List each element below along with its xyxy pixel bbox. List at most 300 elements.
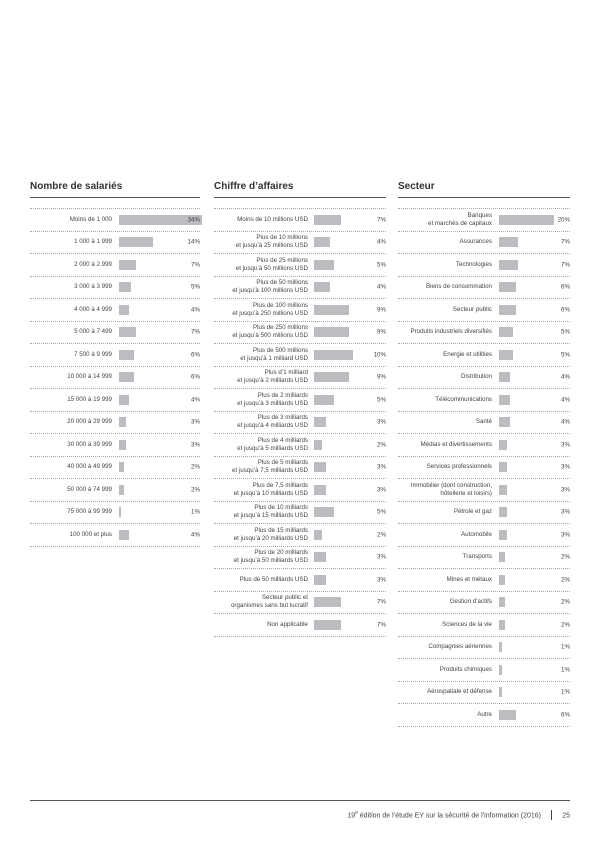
row-label-line1: Secteur public et	[261, 594, 308, 602]
chiffre-label	[231, 594, 308, 610]
chiffre-row	[214, 502, 386, 525]
secteur-row	[398, 254, 570, 277]
secteur-label	[461, 531, 492, 539]
row-label-line2: et jusqu’à 100 millions USD	[232, 287, 308, 295]
secteur-bar	[499, 552, 505, 562]
secteur-bar	[499, 440, 507, 450]
row-label: 7 500 à 9 999	[74, 350, 112, 358]
chiffre-label-box	[214, 524, 308, 546]
secteur-label-box	[398, 704, 492, 726]
chiffre-label	[237, 369, 308, 385]
secteur-bar	[499, 215, 554, 225]
salaries-bar	[119, 395, 129, 405]
secteur-pct: 7%	[561, 238, 570, 246]
secteur-label-box	[398, 614, 492, 636]
secteur-row	[398, 479, 570, 502]
secteur-bar	[499, 575, 505, 585]
chiffre-row	[214, 434, 386, 457]
chiffre-bar	[314, 620, 341, 630]
salaries-row	[30, 457, 200, 480]
secteur-pct: 4%	[561, 418, 570, 426]
chiffre-bar	[314, 395, 334, 405]
row-label-line1: Plus de 50 millions	[256, 279, 308, 287]
secteur-bar	[499, 305, 516, 315]
secteur-label-box	[398, 232, 492, 254]
secteur-label-box	[398, 344, 492, 366]
chiffre-label-box	[214, 434, 308, 456]
chiffre-row	[214, 254, 386, 277]
chiffre-bar	[314, 575, 326, 585]
chiffre-label-box	[214, 592, 308, 614]
salaries-label-box	[30, 344, 112, 366]
row-label-line2: et jusqu’à 20 milliards USD	[233, 534, 308, 542]
row-label-line1: Plus de 2 milliards	[257, 391, 308, 399]
secteur-label	[426, 283, 492, 291]
chiffre-pct: 3%	[377, 418, 386, 426]
chiffre-row	[214, 344, 386, 367]
salaries-bar	[119, 282, 131, 292]
chiffre-row	[214, 547, 386, 570]
chiffre-label-box	[214, 322, 308, 344]
row-label-line1: Assurances	[459, 238, 492, 246]
salaries-label-box	[30, 412, 112, 434]
salaries-pct: 6%	[191, 373, 200, 381]
row-label-line1: Plus de 7,5 milliards	[252, 481, 308, 489]
chiffre-row	[214, 457, 386, 480]
secteur-row	[398, 457, 570, 480]
salaries-label-box	[30, 434, 112, 456]
secteur-bar	[499, 417, 510, 427]
secteur-title: Secteur	[398, 180, 570, 198]
salaries-bar	[119, 485, 124, 495]
chiffre-row	[214, 277, 386, 300]
secteur-row	[398, 389, 570, 412]
salaries-label-box	[30, 502, 112, 524]
row-label-line1: Plus de 100 millions	[252, 301, 308, 309]
secteur-bar	[499, 642, 502, 652]
secteur-pct: 4%	[561, 396, 570, 404]
chiffre-rows	[214, 208, 386, 637]
row-label-line1: Plus de 5 milliards	[257, 459, 308, 467]
chiffre-row	[214, 322, 386, 345]
footer-edition-number: 19	[347, 812, 356, 820]
chiffre-label-box	[214, 614, 308, 636]
chiffre-label-box	[214, 457, 308, 479]
secteur-label	[410, 328, 492, 336]
salaries-row	[30, 209, 200, 232]
salaries-label	[67, 418, 112, 426]
chiffre-label-box	[214, 254, 308, 276]
secteur-pct: 1%	[561, 666, 570, 674]
secteur-label	[428, 212, 492, 228]
row-label-line1: Plus de 10 millions	[256, 234, 308, 242]
row-label-line2: et jusqu’à 50 millions USD	[235, 264, 308, 272]
chiffre-label	[234, 504, 308, 520]
secteur-row	[398, 299, 570, 322]
secteur-row	[398, 547, 570, 570]
secteur-label-box	[398, 457, 492, 479]
chiffre-label	[232, 324, 308, 340]
chiffre-column	[214, 180, 386, 637]
chiffre-pct: 3%	[377, 576, 386, 584]
row-label: Moins de 1 000	[69, 215, 112, 223]
chiffre-label	[240, 576, 308, 584]
row-label: 100 000 et plus	[69, 530, 112, 538]
salaries-row	[30, 277, 200, 300]
salaries-row	[30, 299, 200, 322]
secteur-pct: 5%	[561, 351, 570, 359]
row-label-line1: Santé	[475, 418, 492, 426]
chiffre-label-box	[214, 389, 308, 411]
chiffre-pct: 9%	[377, 306, 386, 314]
row-label-line1: Plus de 10 milliards	[254, 504, 308, 512]
secteur-bar	[499, 462, 507, 472]
secteur-row	[398, 434, 570, 457]
salaries-pct: 34%	[187, 216, 200, 224]
secteur-label-box	[398, 592, 492, 614]
chiffre-bar	[314, 237, 330, 247]
salaries-row	[30, 524, 200, 547]
row-label-line1: Automobile	[461, 530, 492, 538]
salaries-label-box	[30, 367, 112, 389]
chiffre-label	[237, 216, 308, 224]
salaries-bar	[119, 372, 134, 382]
secteur-bar	[499, 485, 507, 495]
secteur-row	[398, 682, 570, 705]
chiffre-label-box	[214, 344, 308, 366]
salaries-bar	[119, 327, 136, 337]
chiffre-label	[234, 482, 308, 498]
secteur-bar	[499, 687, 502, 697]
secteur-row	[398, 412, 570, 435]
secteur-label-box	[398, 367, 492, 389]
salaries-bar	[119, 305, 129, 315]
secteur-label-box	[398, 524, 492, 546]
secteur-row	[398, 367, 570, 390]
chiffre-row	[214, 389, 386, 412]
row-label-line1: Plus de 15 milliards	[254, 526, 308, 534]
secteur-pct: 2%	[561, 621, 570, 629]
secteur-label	[442, 621, 492, 629]
row-label: 1 000 à 1 999	[74, 238, 112, 246]
chiffre-bar	[314, 440, 322, 450]
chiffre-pct: 3%	[377, 463, 386, 471]
row-label-line1: Plus de 25 millions	[256, 256, 308, 264]
salaries-pct: 6%	[191, 351, 200, 359]
secteur-label	[427, 463, 492, 471]
salaries-row	[30, 254, 200, 277]
salaries-title: Nombre de salariés	[30, 180, 200, 198]
chiffre-pct: 7%	[377, 598, 386, 606]
row-label-line1: Compagnies aériennes	[428, 643, 492, 651]
secteur-label	[460, 238, 492, 246]
chiffre-pct: 9%	[377, 328, 386, 336]
chiffre-label	[237, 437, 308, 453]
chiffre-row	[214, 209, 386, 232]
salaries-pct: 4%	[191, 531, 200, 539]
chiffre-pct: 2%	[377, 531, 386, 539]
secteur-label-box	[398, 547, 492, 569]
row-label: 20 000 à 29 999	[67, 418, 112, 426]
salaries-bar	[119, 530, 129, 540]
chiffre-bar	[314, 260, 334, 270]
row-label-line1: Médias et divertissements	[420, 440, 492, 448]
row-label-line2: et jusqu’à 250 millions USD	[232, 309, 308, 317]
secteur-row	[398, 209, 570, 232]
chiffre-label	[234, 549, 308, 565]
secteur-label	[428, 643, 492, 651]
chiffre-label	[267, 621, 308, 629]
salaries-pct: 3%	[191, 418, 200, 426]
footer-text: édition de l’étude EY sur la sécurité de l’information (2016)	[357, 812, 541, 820]
secteur-row	[398, 637, 570, 660]
salaries-pct: 1%	[191, 508, 200, 516]
row-label-line1: Produits chimiques	[439, 665, 492, 673]
secteur-pct: 3%	[561, 508, 570, 516]
secteur-label	[447, 576, 492, 584]
salaries-row	[30, 344, 200, 367]
secteur-label	[443, 351, 492, 359]
chiffre-pct: 3%	[377, 486, 386, 494]
row-label-line2: et jusqu’à 7,5 milliards USD	[232, 467, 308, 475]
salaries-bar	[119, 350, 134, 360]
secteur-pct: 2%	[561, 576, 570, 584]
salaries-label-box	[30, 457, 112, 479]
salaries-pct: 7%	[191, 261, 200, 269]
salaries-label-box	[30, 524, 112, 546]
salaries-pct: 4%	[191, 306, 200, 314]
secteur-label-box	[398, 389, 492, 411]
salaries-label	[74, 283, 112, 291]
secteur-bar	[499, 282, 516, 292]
row-label-line2: et marchés de capitaux	[428, 219, 492, 227]
salaries-label-box	[30, 389, 112, 411]
salaries-row	[30, 502, 200, 525]
salaries-row	[30, 412, 200, 435]
secteur-row	[398, 232, 570, 255]
row-label: 30 000 à 39 999	[67, 440, 112, 448]
chiffre-bar	[314, 462, 326, 472]
salaries-label	[70, 531, 112, 539]
secteur-pct: 2%	[561, 598, 570, 606]
salaries-label	[74, 351, 112, 359]
footer-rule	[30, 800, 570, 801]
row-label-line1: Aérospatiale et défense	[426, 688, 492, 696]
secteur-label	[463, 553, 492, 561]
secteur-label	[454, 508, 492, 516]
secteur-label-box	[398, 277, 492, 299]
secteur-pct: 1%	[561, 688, 570, 696]
salaries-pct: 7%	[191, 328, 200, 336]
salaries-rows	[30, 208, 200, 547]
row-label: 2 000 à 2 999	[74, 260, 112, 268]
secteur-label	[456, 261, 492, 269]
row-label: 50 000 à 74 999	[67, 485, 112, 493]
salaries-row	[30, 434, 200, 457]
row-label: 4 000 à 4 999	[74, 305, 112, 313]
secteur-bar	[499, 620, 505, 630]
salaries-row	[30, 322, 200, 345]
secteur-bar	[499, 350, 513, 360]
salaries-pct: 3%	[191, 441, 200, 449]
chiffre-label	[236, 234, 308, 250]
salaries-bar	[119, 440, 126, 450]
row-label-line2: et jusqu’à 2 milliards USD	[237, 377, 308, 385]
secteur-row	[398, 659, 570, 682]
secteur-label-box	[398, 412, 492, 434]
salaries-label-box	[30, 479, 112, 501]
salaries-column	[30, 180, 200, 547]
row-label-line2: et jusqu’à 5 milliards USD	[237, 444, 308, 452]
secteur-label-box	[398, 637, 492, 659]
footer-edition-sup: e	[355, 810, 358, 816]
row-label-line2: et jusqu’à 1 milliard USD	[240, 354, 308, 362]
chiffre-row	[214, 614, 386, 637]
row-label-line2: et jusqu’à 50 milliards USD	[233, 557, 308, 565]
secteur-label-box	[398, 502, 492, 524]
secteur-row	[398, 277, 570, 300]
row-label-line2: et jusqu’à 25 millions USD	[235, 242, 308, 250]
secteur-pct: 2%	[561, 553, 570, 561]
salaries-pct: 2%	[191, 486, 200, 494]
row-label-line1: Moins de 10 millions USD	[237, 215, 308, 223]
row-label-line1: Immobilier (dont construction,	[410, 481, 492, 489]
chiffre-pct: 4%	[377, 238, 386, 246]
row-label-line2: et jusqu’à 4 milliards USD	[237, 422, 308, 430]
secteur-bar	[499, 237, 518, 247]
row-label: 10 000 à 14 999	[67, 373, 112, 381]
salaries-pct: 5%	[191, 283, 200, 291]
row-label-line1: Autre	[477, 710, 492, 718]
secteur-label	[453, 306, 492, 314]
chiffre-label	[234, 527, 308, 543]
salaries-label	[74, 306, 112, 314]
secteur-bar	[499, 395, 510, 405]
row-label-line1: Télécommunications	[435, 395, 492, 403]
row-label-line1: Plus de 20 milliards	[254, 549, 308, 557]
chiffre-label	[236, 257, 308, 273]
row-label-line1: Services professionnels	[426, 463, 492, 471]
secteur-label-box	[398, 434, 492, 456]
chiffre-row	[214, 412, 386, 435]
secteur-bar	[499, 530, 507, 540]
salaries-label	[74, 328, 112, 336]
chiffre-label-box	[214, 502, 308, 524]
secteur-label	[450, 598, 492, 606]
chiffre-title: Chiffre d’affaires	[214, 180, 386, 198]
salaries-label	[67, 486, 112, 494]
chiffre-pct: 3%	[377, 553, 386, 561]
secteur-row	[398, 592, 570, 615]
row-label-line1: Plus de 250 millions	[252, 324, 308, 332]
secteur-row	[398, 322, 570, 345]
row-label-line1: Transports	[462, 553, 492, 561]
secteur-label	[440, 666, 492, 674]
secteur-label	[435, 396, 492, 404]
secteur-bar	[499, 507, 507, 517]
chiffre-label	[237, 414, 308, 430]
chiffre-pct: 7%	[377, 216, 386, 224]
chiffre-bar	[314, 597, 341, 607]
salaries-bar	[119, 462, 124, 472]
row-label-line2: et jusqu’à 500 millions USD	[232, 332, 308, 340]
chiffre-pct: 10%	[373, 351, 386, 359]
salaries-label-box	[30, 277, 112, 299]
salaries-label	[67, 463, 112, 471]
secteur-row	[398, 502, 570, 525]
secteur-row	[398, 704, 570, 727]
salaries-bar	[119, 260, 136, 270]
row-label: 40 000 à 49 999	[67, 463, 112, 471]
secteur-row	[398, 614, 570, 637]
chiffre-pct: 5%	[377, 396, 386, 404]
chiffre-row	[214, 367, 386, 390]
secteur-bar	[499, 597, 505, 607]
page-number: 25	[562, 812, 570, 820]
chiffre-bar	[314, 417, 326, 427]
chiffre-bar	[314, 530, 322, 540]
row-label-line1: Plus d’1 milliard	[264, 369, 308, 377]
chiffre-label-box	[214, 479, 308, 501]
chiffre-label-box	[214, 412, 308, 434]
chiffre-bar	[314, 507, 334, 517]
secteur-row	[398, 524, 570, 547]
chiffre-label-box	[214, 367, 308, 389]
chiffre-pct: 4%	[377, 283, 386, 291]
chiffre-label	[237, 392, 308, 408]
secteur-bar	[499, 327, 513, 337]
secteur-pct: 6%	[561, 711, 570, 719]
row-label-line1: Secteur public	[452, 305, 492, 313]
chiffre-row	[214, 232, 386, 255]
row-label-line2: et jusqu’à 10 milliards USD	[233, 489, 308, 497]
row-label-line2: et jusqu’à 3 milliards USD	[237, 399, 308, 407]
row-label-line1: Plus de 500 millions	[252, 346, 308, 354]
secteur-pct: 3%	[561, 441, 570, 449]
secteur-pct: 7%	[561, 261, 570, 269]
secteur-label	[427, 688, 492, 696]
secteur-label-box	[398, 682, 492, 704]
secteur-pct: 1%	[561, 643, 570, 651]
chiffre-pct: 5%	[377, 508, 386, 516]
salaries-label	[74, 238, 112, 246]
salaries-pct: 14%	[187, 238, 200, 246]
chiffre-label-box	[214, 299, 308, 321]
salaries-pct: 2%	[191, 463, 200, 471]
secteur-bar	[499, 260, 518, 270]
secteur-label-box	[398, 479, 492, 501]
secteur-label-box	[398, 659, 492, 681]
salaries-label	[67, 373, 112, 381]
secteur-label	[477, 711, 492, 719]
secteur-pct: 4%	[561, 373, 570, 381]
secteur-label-box	[398, 254, 492, 276]
secteur-label-box	[398, 569, 492, 591]
salaries-label	[67, 396, 112, 404]
secteur-label-box	[398, 322, 492, 344]
row-label-line2: hôtellerie et loisirs)	[440, 489, 492, 497]
row-label: 75 000 à 99 999	[67, 508, 112, 516]
salaries-pct: 4%	[191, 396, 200, 404]
chiffre-bar	[314, 305, 349, 315]
chiffre-label	[240, 347, 308, 363]
chiffre-label-box	[214, 547, 308, 569]
chiffre-row	[214, 569, 386, 592]
secteur-pct: 6%	[561, 306, 570, 314]
chiffre-pct: 5%	[377, 261, 386, 269]
chiffre-bar	[314, 282, 330, 292]
secteur-label-box	[398, 299, 492, 321]
